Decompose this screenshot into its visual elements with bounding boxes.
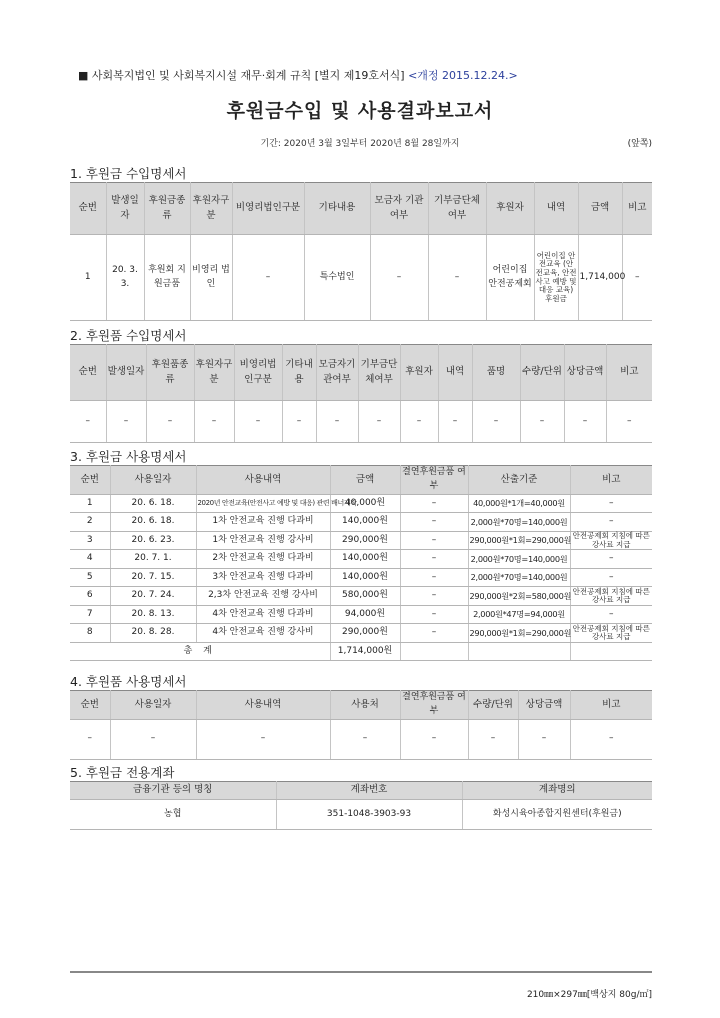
cell-amount: 94,000원 (330, 605, 400, 624)
table-row (70, 513, 652, 532)
header-kind: 후원품종류 (146, 345, 194, 401)
header-etc: 기타내용 (304, 183, 370, 235)
cell-basis: 290,000원*2회=580,000원 (468, 587, 570, 606)
cell-basis: 290,000원*1회=290,000원 (468, 531, 570, 550)
page-side-label: (앞쪽) (627, 139, 652, 149)
table-row (70, 531, 652, 550)
cell-amount: 580,000원 (330, 587, 400, 606)
cell-date: 20. 7. 15. (110, 568, 196, 587)
header-note: 비고 (570, 691, 652, 720)
report-period: 기간: 2020년 3월 3일부터 2020년 8월 28일까지 (260, 139, 460, 149)
cell-note: – (570, 550, 652, 569)
cell-basis: 2,000원*47명=94,000원 (468, 605, 570, 624)
cell-link: – (400, 587, 468, 606)
document-title: 후원금수입 및 사용결과보고서 (226, 100, 494, 122)
cell-no: 2 (70, 513, 110, 532)
header-link: 결연후원금품 여부 (400, 691, 468, 720)
income-money-table (70, 182, 652, 321)
cell: – (70, 719, 110, 759)
header-holder: 계좌명의 (462, 782, 652, 800)
header-etc: 기타내용 (282, 345, 316, 401)
cell-number: 351-1048-3903-93 (276, 800, 462, 830)
cell-detail: 2차 안전교육 진행 다과비 (196, 550, 330, 569)
header-raised: 모금자기관여부 (316, 345, 358, 401)
footer-divider (70, 971, 652, 973)
header-place: 사용처 (330, 691, 400, 720)
header-amount: 금액 (578, 183, 622, 235)
cell: – (196, 719, 330, 759)
cell-detail: 2020년 안전교육(안전사고 예방 및 대응) 관련 배너제작 (196, 494, 330, 513)
section-title-account: 5. 후원금 전용계좌 (70, 765, 175, 780)
table-row (70, 624, 652, 643)
section-title-use-goods: 4. 후원품 사용명세서 (70, 674, 187, 689)
table-row (70, 494, 652, 513)
cell-no: 1 (70, 494, 110, 513)
cell-detail: 4차 안전교육 진행 강사비 (196, 624, 330, 643)
cell: – (146, 401, 194, 443)
header-date: 사용일자 (110, 691, 196, 720)
cell: – (194, 401, 234, 443)
table-row (70, 800, 652, 830)
cell: – (282, 401, 316, 443)
header-detail: 사용내역 (196, 466, 330, 495)
cell-raised: – (370, 235, 428, 321)
form-reference-note (78, 67, 518, 83)
header-org: 기부금단체여부 (428, 183, 486, 235)
total-row (70, 642, 652, 661)
cell-link: – (400, 550, 468, 569)
cell-date: 20. 6. 23. (110, 531, 196, 550)
cell: – (316, 401, 358, 443)
cell-detail: 3차 안전교육 진행 다과비 (196, 568, 330, 587)
header-no: 순번 (70, 691, 110, 720)
cell-no: 5 (70, 568, 110, 587)
header-donor: 후원자 (486, 183, 534, 235)
cell-note: – (570, 605, 652, 624)
cell-holder: 화성시육아종합지원센터(후원금) (462, 800, 652, 830)
table-row (70, 550, 652, 569)
header-note: 비고 (606, 345, 652, 401)
header-no: 순번 (70, 183, 106, 235)
header-no: 순번 (70, 466, 110, 495)
cell-basis: 2,000원*70명=140,000원 (468, 513, 570, 532)
cell-link: – (400, 531, 468, 550)
cell-amount: 290,000원 (330, 531, 400, 550)
header-value: 상당금액 (518, 691, 570, 720)
cell-link: – (400, 513, 468, 532)
header-link: 결연후원금품 여부 (400, 466, 468, 495)
cell-amount: 290,000원 (330, 624, 400, 643)
cell-date: 20. 6. 18. (110, 513, 196, 532)
cell-note: 안전공제회 지침에 따른 강사료 지급 (570, 624, 652, 643)
cell-note: – (570, 494, 652, 513)
table-row (70, 605, 652, 624)
cell-bank: 농협 (70, 800, 276, 830)
header-donor-type: 후원자구분 (190, 183, 232, 235)
cell-note: – (622, 235, 652, 321)
total-label: 총 계 (70, 642, 330, 661)
cell: – (358, 401, 400, 443)
cell: – (468, 719, 518, 759)
empty-cell (468, 642, 570, 661)
header-basis: 산출기준 (468, 466, 570, 495)
cell-amount: 140,000원 (330, 550, 400, 569)
cell-etc: 특수법인 (304, 235, 370, 321)
cell: – (438, 401, 472, 443)
cell-basis: 40,000원*1개=40,000원 (468, 494, 570, 513)
cell-detail: 4차 안전교육 진행 다과비 (196, 605, 330, 624)
table-row (70, 235, 652, 321)
header-org: 기부금단체여부 (358, 345, 400, 401)
cell-note: 안전공제회 지침에 따른 강사료 지급 (570, 531, 652, 550)
cell: – (400, 719, 468, 759)
header-kind: 후원금종류 (144, 183, 190, 235)
cell-note: – (570, 568, 652, 587)
cell-donor: 어린이집 안전공제회 (486, 235, 534, 321)
section-title-use-money: 3. 후원금 사용명세서 (70, 449, 187, 464)
cell-date: 20. 7. 1. (110, 550, 196, 569)
cell-date: 20. 6. 18. (110, 494, 196, 513)
header-date: 발생일자 (106, 345, 146, 401)
table-row (70, 587, 652, 606)
header-qty: 수량/단위 (520, 345, 564, 401)
cell-no: 6 (70, 587, 110, 606)
header-bank: 금융기관 등의 명칭 (70, 782, 276, 800)
cell: – (106, 401, 146, 443)
cell-no: 3 (70, 531, 110, 550)
cell-basis: 2,000원*70명=140,000원 (468, 550, 570, 569)
cell-link: – (400, 568, 468, 587)
cell-amount: 1,714,000 (578, 235, 622, 321)
header-donor: 후원자 (400, 345, 438, 401)
header-qty: 수량/단위 (468, 691, 518, 720)
empty-cell (400, 642, 468, 661)
cell-link: – (400, 624, 468, 643)
cell: – (472, 401, 520, 443)
header-donor-type: 후원자구분 (194, 345, 234, 401)
form-reference-text: ■ 사회복지법인 및 사회복지시설 재무·회계 규칙 [별지 제19호서식] (78, 69, 409, 82)
cell-kind: 후원회 지원금품 (144, 235, 190, 321)
cell-detail: 2,3차 안전교육 진행 강사비 (196, 587, 330, 606)
header-item: 품명 (472, 345, 520, 401)
cell-no: 8 (70, 624, 110, 643)
cell-note: 안전공제회 지침에 따른 강사료 지급 (570, 587, 652, 606)
cell-donor-type: 비영리 법인 (190, 235, 232, 321)
cell: – (234, 401, 282, 443)
cell-detail: 1차 안전교육 진행 다과비 (196, 513, 330, 532)
header-no: 순번 (70, 345, 106, 401)
use-goods-table (70, 690, 652, 760)
cell-no: 7 (70, 605, 110, 624)
header-note: 비고 (570, 466, 652, 495)
cell-date: 20. 7. 24. (110, 587, 196, 606)
table-row (70, 719, 652, 759)
cell-org: – (428, 235, 486, 321)
header-detail: 사용내역 (196, 691, 330, 720)
cell-date: 20. 8. 13. (110, 605, 196, 624)
cell-date: 20. 8. 28. (110, 624, 196, 643)
cell: – (518, 719, 570, 759)
cell: – (520, 401, 564, 443)
header-date: 발생일자 (106, 183, 144, 235)
cell: – (330, 719, 400, 759)
header-note: 비고 (622, 183, 652, 235)
header-raised: 모금자 기관여부 (370, 183, 428, 235)
empty-cell (570, 642, 652, 661)
income-goods-table (70, 344, 652, 443)
cell-no: 4 (70, 550, 110, 569)
section-title-income-goods: 2. 후원품 수입명세서 (70, 328, 187, 343)
cell-amount: 140,000원 (330, 513, 400, 532)
cell-link: – (400, 494, 468, 513)
account-table (70, 781, 652, 830)
cell-basis: 2,000원*70명=140,000원 (468, 568, 570, 587)
revision-date: <개정 2015.12.24.> (408, 69, 518, 82)
cell-basis: 290,000원*1회=290,000원 (468, 624, 570, 643)
section-title-income-money: 1. 후원금 수입명세서 (70, 166, 187, 181)
header-date: 사용일자 (110, 466, 196, 495)
table-row (70, 568, 652, 587)
header-detail: 내역 (534, 183, 578, 235)
use-money-table (70, 465, 652, 661)
header-detail: 내역 (438, 345, 472, 401)
cell-nonprofit: – (232, 235, 304, 321)
cell-detail: 어린이집 안전교육 (안전교육, 안전사고 예방 및 대응 교육) 후원금 (534, 235, 578, 321)
cell-no: 1 (70, 235, 106, 321)
cell: – (400, 401, 438, 443)
cell-date: 20. 3. 3. (106, 235, 144, 321)
header-value: 상당금액 (564, 345, 606, 401)
cell-note: – (570, 513, 652, 532)
header-nonprofit: 비영리법인구분 (234, 345, 282, 401)
cell: – (564, 401, 606, 443)
header-nonprofit: 비영리법인구분 (232, 183, 304, 235)
header-amount: 금액 (330, 466, 400, 495)
table-row (70, 401, 652, 443)
cell: – (606, 401, 652, 443)
cell-amount: 40,000원 (330, 494, 400, 513)
cell: – (110, 719, 196, 759)
cell-detail: 1차 안전교육 진행 강사비 (196, 531, 330, 550)
header-number: 계좌번호 (276, 782, 462, 800)
total-amount: 1,714,000원 (330, 642, 400, 661)
cell-amount: 140,000원 (330, 568, 400, 587)
cell: – (570, 719, 652, 759)
paper-spec: 210㎜×297㎜[백상지 80g/㎡] (526, 990, 652, 1000)
cell-link: – (400, 605, 468, 624)
cell: – (70, 401, 106, 443)
